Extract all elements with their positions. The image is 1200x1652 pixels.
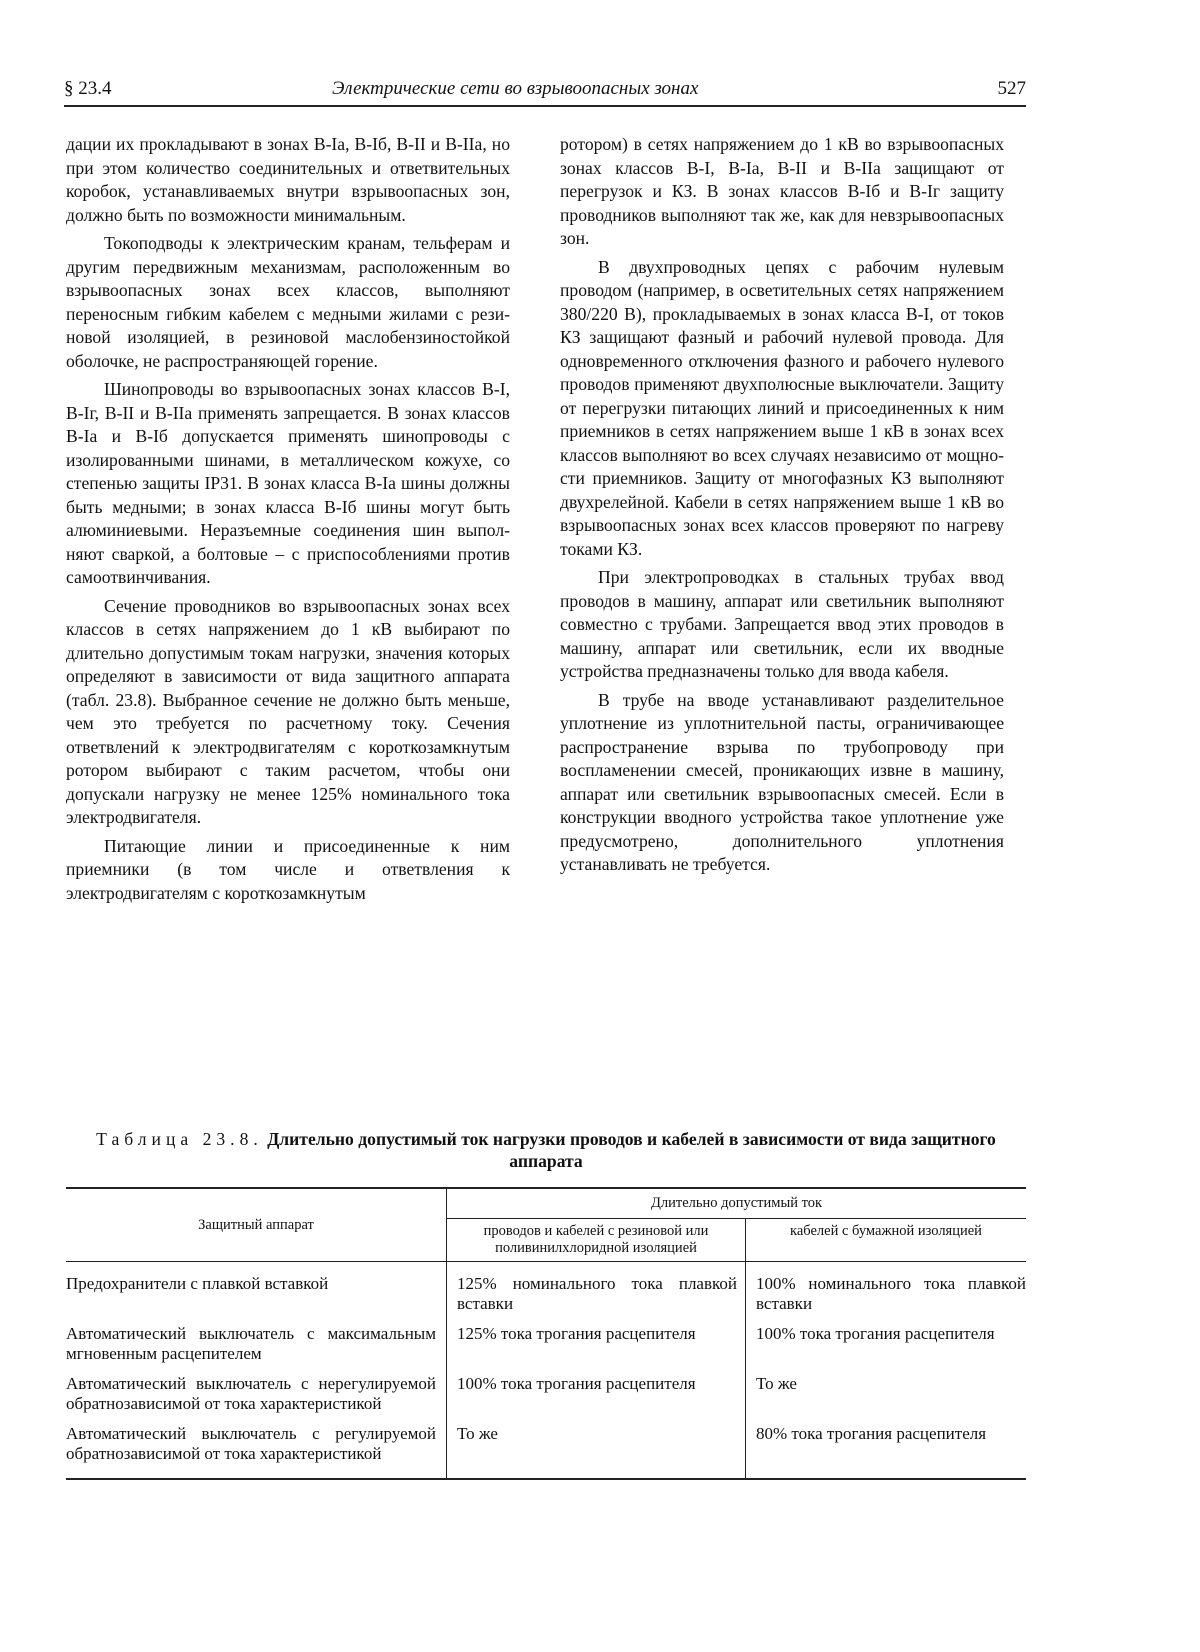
paragraph: В двухпроводных цепях с рабочим нулевым проводом (например, в осветительных сетях напряжением 380/220 В), прокладываемых в зонах класса В-I, от токов КЗ защищают фазный и рабочий нулевой провода. Для одновременного отключения фазного и рабочего нулевого проводов применяют двухполюсные выключатели. Защиту от перегрузки питающих линий и присоединенных к ним приемников в сетях напряжением выше 1 кВ в зонах всех классов выполняют во всех случаях независимо от мощности приемников. Защиту от многофазных КЗ выполняют двухрелейной. Кабели в сетях напряжением выше 1 кВ во взрывоопасных зонах всех классов проверяют по нагреву токами КЗ. [560,256,1004,559]
cell-paper: 80% тока трогания расцепителя [756,1424,987,1443]
section-number: § 23.4 [64,78,112,99]
table-title: Длительно допустимый ток нагрузки проводов и кабелей в зависимости от вида защитного аппарата [267,1129,996,1171]
current-table [66,1187,1026,1478]
table-label: Таблица 23.8. [96,1129,263,1149]
cell-device: Автоматический выключатель с максимальным мгновенным расцепителем [66,1324,447,1374]
cell-device: Предохранители с плавкой вставкой [66,1262,447,1325]
paragraph: Питающие линии и присоединенные к ним приемники (в том числе и ответвления к электродвигателям с короткозамкнутым [66,835,510,903]
paragraph: Токоподводы к электрическим кранам, тельферам и другим передвижным механизмам, расположенным во взрывоопасных зонах всех классов, выполняют переносным гибким кабелем с медными жилами с резиновой изоляцией, в резиновой маслобензиностойкой оболочке, не распространяющей горение. [66,233,510,371]
header-long-term-current: Длительно допустимый ток [447,1188,1027,1219]
paragraph: В трубе на вводе устанавливают разделительное уплотнение из уплотнительной пасты, ограничивающее распространение взрыва по трубопроводу при воспламенении смесей, проникающих извне в машину, аппарат или светильник взрывоопасных смесей. Если в конструкции вводного устройства такое уплотнение уже предусмотрено, дополнительного уплотнения устанавливать не требуется. [560,689,1004,874]
table-row [66,1324,1026,1374]
paragraph: При электропроводках в стальных трубах ввод проводов в машину, аппарат или светильник выполняют совместно с трубами. Запрещается ввод этих проводов в машину, аппарат или светильник, если их вводные устройства предназначены только для ввода кабеля. [560,567,1004,681]
paragraph: Сечение проводников во взрывоопасных зонах всех классов в сетях напряжением до 1 кВ выбирают по длительно допустимым токам нагрузки, значения которых определяют в зависимости от вида защитного аппарата (табл. 23.8). Выбранное сечение не должно быть меньше, чем это требуется по расчетному току. Сечения ответвлений к электродвигателям с короткозамкнутым ротором выбирают с таким расчетом, чтобы они допускали нагрузку не менее 125% номинального тока электродвигателя. [66,595,510,827]
cell-rubber-pvc: 125% номинального тока плавкой вставки [447,1262,746,1325]
table-row [66,1424,1026,1478]
table-row [66,1262,1026,1325]
header-rule [64,105,1026,107]
cell-paper: 100% тока трогания расцепителя [756,1324,995,1343]
page-number: 527 [997,78,1026,99]
cell-paper: То же [756,1374,797,1393]
cell-rubber-pvc: То же [447,1424,746,1478]
paragraph: дации их прокладывают в зонах В-Iа, В-Iб, В-II и В-IIа, но при этом количество соединительных и ответвительных коробок, устанавливаемых внутри взрывоопасных зон, должно быть по возможности минимальным. [66,134,510,225]
header-protective-device: Защитный аппарат [66,1188,447,1262]
cell-paper: 100% номинального тока плавкой вставки [756,1274,1026,1313]
right-column [560,133,1004,877]
running-title: Электрические сети во взрывоопасных зонах [332,78,699,99]
header-rubber-pvc: проводов и кабелей с резиновой или поливинилхлоридной изоляцией [447,1219,746,1262]
table-row [66,1374,1026,1424]
cell-rubber-pvc: 125% тока трогания расцепителя [447,1324,746,1374]
cell-device: Автоматический выключатель с нерегулируемой обратнозависимой от тока характеристикой [66,1374,447,1424]
cell-device: Автоматический выключатель с регулируемой обратнозависимой от тока характеристикой [66,1424,447,1478]
paragraph: ротором) в сетях напряжением до 1 кВ во взрывоопасных зонах классов В-I, В-Iа, В-II и В-IIа защищают от перегрузок и КЗ. В зонах классов В-Iб и В-Iг защиту проводников выполняют так же, как для невзрывоопасных зон. [560,134,1004,248]
header-paper: кабелей с бумажной изоляцией [790,1223,982,1239]
cell-rubber-pvc: 100% тока трогания расцепителя [447,1374,746,1424]
table-caption [66,1128,1026,1172]
left-column [66,133,510,905]
table-bottom-rule [66,1478,1026,1480]
paragraph: Шинопроводы во взрывоопасных зонах классов В-I, В-Iг, В-II и В-IIа применять запрещается. В зонах классов В-Iа и В-Iб допускается применять шинопроводы с изолированными шинами, в металлическом кожухе, со степенью защиты IP31. В зонах класса В-Iа шины должны быть медными; в зонах класса В-Iб шины могут быть алюминиевыми. Неразъемные соединения шин выполняют сваркой, а болтовые – с приспособлениями против самоотвинчивания. [66,379,510,587]
running-header [64,78,1026,106]
